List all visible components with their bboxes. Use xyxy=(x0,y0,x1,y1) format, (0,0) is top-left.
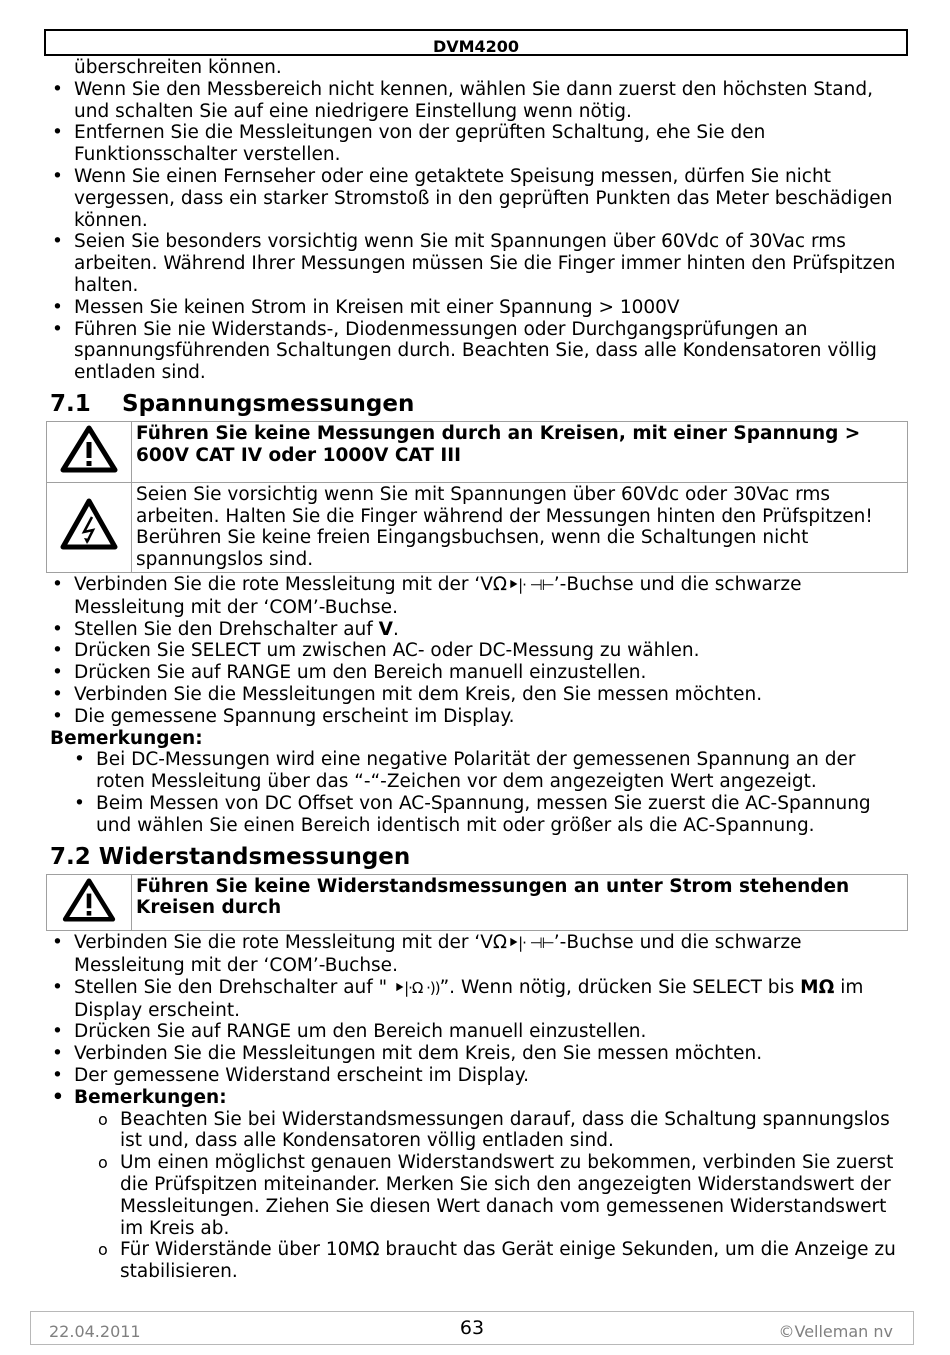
caution-text: Seien Sie vorsichtig wenn Sie mit Spannungen über 60Vdc oder 30Vac rms arbeiten. Halten Sie die Finger während der Messungen hinten den Prüfspitzen! Berühren Sie keine freien Eingangsbuchsen, wenn die Schaltungen nicht spannungslos sind. xyxy=(132,482,908,572)
text-fragment: ’-Buchse und die schwarze Messleitung mit der ‘COM’-Buchse. xyxy=(74,573,802,618)
notes-label: • Bemerkungen: xyxy=(50,1087,910,1109)
bold-text: V xyxy=(378,618,393,640)
list-item: • Drücken Sie SELECT um zwischen AC- oder DC-Messung zu wählen. xyxy=(50,640,910,662)
list-item: • Der gemessene Widerstand erscheint im Display. xyxy=(50,1065,910,1087)
page-footer xyxy=(30,1311,914,1345)
page-number: 63 xyxy=(459,1317,485,1339)
list-item: • Die gemessene Spannung erscheint im Display. xyxy=(50,706,910,728)
continuation-text: überschreiten können. xyxy=(74,57,282,78)
warning-table xyxy=(46,421,908,573)
resistance-steps xyxy=(50,932,910,1108)
diode-capacitor-symbol: ⯈|· ⊣⊢ xyxy=(507,934,554,953)
electric-shock-triangle-icon xyxy=(60,497,118,551)
section-heading-7-1 xyxy=(50,390,910,418)
resistance-notes xyxy=(96,1109,910,1283)
list-item: • Verbinden Sie die Messleitungen mit dem Kreis, den Sie messen möchten. xyxy=(50,684,910,706)
list-item xyxy=(50,977,910,1022)
warning-triangle-icon xyxy=(60,878,118,922)
list-item: • Verbinden Sie die Messleitungen mit dem Kreis, den Sie messen möchten. xyxy=(50,1043,910,1065)
list-item: • Seien Sie besonders vorsichtig wenn Sie mit Spannungen über 60Vdc of 30Vac rms arbeiten. Während Ihrer Messungen müssen Sie die Finger immer hinten den Prüfspitzen halten. xyxy=(50,231,910,296)
list-item: • Wenn Sie einen Fernseher oder eine getaktete Speisung messen, dürfen Sie nicht vergessen, dass ein starker Stromstoß in den geprüften Punkten das Meter beschädigen können. xyxy=(50,166,910,231)
section-title: Spannungsmessungen xyxy=(122,390,415,417)
text-fragment: Stellen Sie den Drehschalter auf xyxy=(74,618,379,640)
bold-text: MΩ xyxy=(800,976,835,998)
list-item xyxy=(50,574,910,619)
header-title: DVM4200 xyxy=(432,37,520,56)
warning-triangle-icon xyxy=(60,425,118,473)
list-item: • Entfernen Sie die Messleitungen von der geprüften Schaltung, ehe Sie den Funktionsschalter verstellen. xyxy=(50,122,910,166)
section-number: 7.1 xyxy=(50,390,91,417)
warning-text: Führen Sie keine Messungen durch an Kreisen, mit einer Spannung > 600V CAT IV oder 1000V CAT III xyxy=(132,421,908,482)
list-item: o Für Widerstände über 10MΩ braucht das Gerät einige Sekunden, um die Anzeige zu stabilisieren. xyxy=(96,1239,910,1283)
warning-table xyxy=(46,874,908,932)
text-fragment: Verbinden Sie die rote Messleitung mit der ‘VΩ xyxy=(74,932,508,954)
list-item xyxy=(50,932,910,977)
list-item: • Messen Sie keinen Strom in Kreisen mit einer Spannung > 1000V xyxy=(50,297,910,319)
diode-ohm-continuity-symbol: ⯈|·Ω ·)) xyxy=(393,978,440,997)
safety-list xyxy=(50,79,910,384)
list-item: o Um einen möglichst genauen Widerstandswert zu bekommen, verbinden Sie zuerst die Prüfspitzen miteinander. Merken Sie sich den angezeigten Widerstandswert der Messleitungen. Ziehen Sie diesen Wert danach vom gemessenen Widerstandswert im Kreis ab. xyxy=(96,1152,910,1239)
shock-icon-cell xyxy=(47,482,132,572)
text-fragment: ”. Wenn nötig, drücken Sie SELECT bis xyxy=(439,976,801,998)
voltage-steps xyxy=(50,574,910,728)
warning-icon-cell xyxy=(47,874,132,931)
list-item: • Drücken Sie auf RANGE um den Bereich manuell einzustellen. xyxy=(50,662,910,684)
list-item: • Bei DC-Messungen wird eine negative Polarität der gemessenen Spannung an der roten Messleitung über das “-“-Zeichen vor dem angezeigten Wert angezeigt. xyxy=(72,749,910,793)
section-heading-7-2: 7.2 Widerstandsmessungen xyxy=(50,843,411,870)
list-item: o Beachten Sie bei Widerstandsmessungen darauf, dass die Schaltung spannungslos ist und, dass alle Kondensatoren völlig entladen sind. xyxy=(96,1109,910,1153)
list-item: • Wenn Sie den Messbereich nicht kennen, wählen Sie dann zuerst den höchsten Stand, und schalten Sie auf eine niedrigere Einstellung wenn nötig. xyxy=(50,79,910,123)
footer-date: 22.04.2011 xyxy=(49,1322,141,1341)
page-header xyxy=(44,29,908,56)
warning-text: Führen Sie keine Widerstandsmessungen an unter Strom stehenden Kreisen durch xyxy=(132,874,908,931)
list-item: • Drücken Sie auf RANGE um den Bereich manuell einzustellen. xyxy=(50,1021,910,1043)
text-fragment: Verbinden Sie die rote Messleitung mit der ‘VΩ xyxy=(74,573,508,595)
list-item: • Beim Messen von DC Offset von AC-Spannung, messen Sie zuerst die AC-Spannung und wählen Sie einen Bereich identisch mit oder größer als die AC-Spannung. xyxy=(72,793,910,837)
text-fragment: Stellen Sie den Drehschalter auf " xyxy=(74,976,394,998)
notes-label: Bemerkungen: xyxy=(50,727,203,749)
warning-icon-cell xyxy=(47,421,132,482)
text-fragment: ’-Buchse und die schwarze Messleitung mit der ‘COM’-Buchse. xyxy=(74,932,802,977)
page-content xyxy=(50,57,910,1283)
text-fragment: im Display erscheint. xyxy=(74,976,864,1021)
list-item xyxy=(50,619,910,641)
voltage-notes xyxy=(72,749,910,836)
list-item: • Führen Sie nie Widerstands-, Diodenmessungen oder Durchgangsprüfungen an spannungsführenden Schaltungen durch. Beachten Sie, dass alle Kondensatoren völlig entladen sind. xyxy=(50,319,910,384)
diode-capacitor-symbol: ⯈|· ⊣⊢ xyxy=(507,575,554,594)
text-fragment: . xyxy=(393,618,399,640)
footer-copyright: ©Velleman nv xyxy=(778,1322,893,1341)
